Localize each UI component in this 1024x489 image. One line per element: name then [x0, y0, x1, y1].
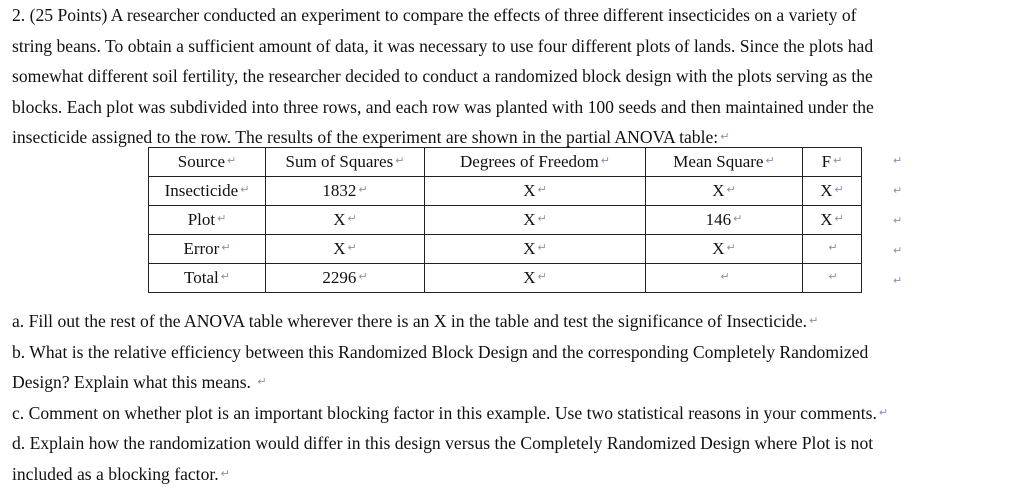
return-mark-icon: ↵: [893, 214, 902, 227]
table-cell: X ↵: [803, 206, 862, 235]
return-mark-icon: ↵: [221, 270, 230, 283]
return-mark-icon: ↵: [809, 314, 818, 327]
question-line: Design? Explain what this means. ↵: [12, 367, 1022, 398]
header-cell: Mean Square ↵: [646, 148, 803, 177]
intro-line: string beans. To obtain a sufficient amount of data, it was necessary to use four different plots of lands. Since the plots had: [12, 31, 1012, 62]
table-cell: 1832 ↵: [266, 177, 425, 206]
table-cell: X ↵: [425, 235, 646, 264]
intro-line: insecticide assigned to the row. The results of the experiment are shown in the partial ANOVA table: ↵: [12, 122, 1012, 153]
return-mark-icon: ↵: [720, 270, 729, 283]
return-mark-icon: ↵: [727, 241, 736, 254]
return-mark-icon: ↵: [893, 244, 902, 257]
return-mark-icon: ↵: [221, 467, 230, 480]
return-mark-icon: ↵: [601, 154, 610, 167]
header-cell: Degrees of Freedom ↵: [425, 148, 646, 177]
table-cell: X ↵: [646, 177, 803, 206]
table-row: [149, 264, 862, 293]
question-line: d. Explain how the randomization would differ in this design versus the Completely Randomized Design where Plot is not: [12, 428, 1022, 459]
table-cell: X ↵: [646, 235, 803, 264]
table-row: [149, 235, 862, 264]
question-line: a. Fill out the rest of the ANOVA table wherever there is an X in the table and test the significance of Insecticide. ↵: [12, 306, 1022, 337]
table-cell: Insecticide ↵: [149, 177, 266, 206]
question-line: c. Comment on whether plot is an important blocking factor in this example. Use two statistical reasons in your comments. ↵: [12, 398, 1022, 429]
return-mark-icon: ↵: [893, 184, 902, 197]
question-line: included as a blocking factor. ↵: [12, 459, 1022, 489]
question-list: [12, 306, 1022, 489]
table-cell: Error ↵: [149, 235, 266, 264]
table-cell: [646, 264, 803, 293]
intro-line: somewhat different soil fertility, the researcher decided to conduct a randomized block design with the plots serving as the: [12, 61, 1012, 92]
header-cell: Source ↵: [149, 148, 266, 177]
return-mark-icon: ↵: [733, 212, 742, 225]
table-cell: X ↵: [266, 206, 425, 235]
return-mark-icon: ↵: [538, 183, 547, 196]
return-mark-icon: ↵: [348, 241, 357, 254]
return-mark-icon: ↵: [833, 154, 842, 167]
return-mark-icon: ↵: [240, 183, 249, 196]
return-mark-icon: ↵: [227, 154, 236, 167]
return-mark-icon: ↵: [765, 154, 774, 167]
problem-statement: [12, 0, 1012, 153]
return-mark-icon: ↵: [358, 270, 367, 283]
table-row: [149, 177, 862, 206]
return-mark-icon: ↵: [835, 183, 844, 196]
return-mark-icon: ↵: [879, 406, 888, 419]
anova-table: [148, 147, 862, 293]
intro-line: 2. (25 Points) A researcher conducted an experiment to compare the effects of three different insecticides on a variety of: [12, 0, 1012, 31]
intro-line: blocks. Each plot was subdivided into three rows, and each row was planted with 100 seeds and then maintained under the: [12, 92, 1012, 123]
table-cell: [803, 235, 862, 264]
return-mark-icon: ↵: [893, 274, 902, 287]
table-cell: X ↵: [425, 264, 646, 293]
return-mark-icon: ↵: [538, 270, 547, 283]
return-mark-icon: ↵: [828, 270, 837, 283]
table-cell: X ↵: [425, 177, 646, 206]
table-cell: 2296 ↵: [266, 264, 425, 293]
return-mark-icon: ↵: [893, 154, 902, 167]
return-mark-icon: ↵: [348, 212, 357, 225]
return-mark-icon: ↵: [828, 241, 837, 254]
table-cell: Total ↵: [149, 264, 266, 293]
return-mark-icon: ↵: [835, 212, 844, 225]
table-cell: X ↵: [266, 235, 425, 264]
header-cell: Sum of Squares ↵: [266, 148, 425, 177]
return-mark-icon: ↵: [538, 212, 547, 225]
return-mark-icon: ↵: [727, 183, 736, 196]
return-mark-icon: ↵: [538, 241, 547, 254]
return-mark-icon: ↵: [221, 241, 230, 254]
return-mark-icon: ↵: [217, 212, 226, 225]
table-cell: Plot ↵: [149, 206, 266, 235]
table-cell: 146 ↵: [646, 206, 803, 235]
question-line: b. What is the relative efficiency between this Randomized Block Design and the corresponding Completely Randomized: [12, 337, 1022, 368]
table-header-row: [149, 148, 862, 177]
return-mark-icon: ↵: [720, 130, 729, 143]
table-cell: [803, 264, 862, 293]
table-cell: X ↵: [803, 177, 862, 206]
return-mark-icon: ↵: [358, 183, 367, 196]
return-mark-icon: ↵: [395, 154, 404, 167]
header-cell: F ↵: [803, 148, 862, 177]
return-mark-icon: ↵: [257, 375, 266, 388]
table-cell: X ↵: [425, 206, 646, 235]
table-row: [149, 206, 862, 235]
